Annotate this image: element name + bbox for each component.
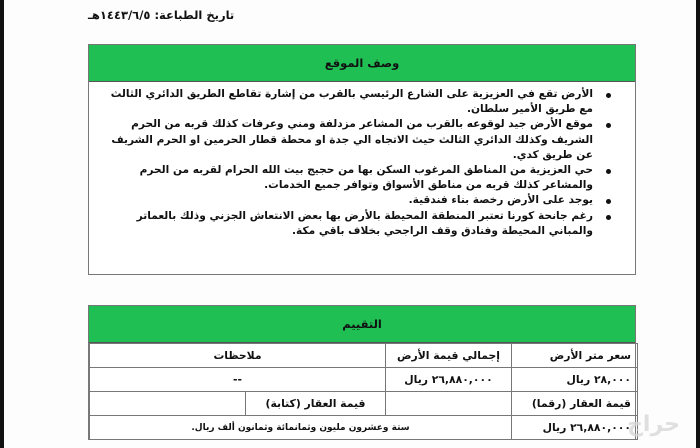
table-row [90, 368, 638, 392]
site-description-list [89, 82, 635, 239]
bullet-icon [606, 123, 611, 128]
bullet-icon [606, 215, 611, 220]
list-item-text: رغم جانحة كورنا تعتبر المنطقة المحيطة بالأرض بها بعض الانتعاش الجزني وذلك بالعماتر والمباني المحيطة وفنادق وقف الراجحي بخلاف باقي مكة. [136, 209, 593, 237]
property-value-written-label: قيمة العقار (كتابة) [246, 392, 386, 416]
evaluation-section [88, 305, 636, 440]
header-price-per-meter: سعر متر الأرض [512, 344, 638, 368]
watermark-logo: حراج [627, 412, 680, 437]
bullet-icon [606, 169, 611, 174]
right-edge [696, 0, 700, 448]
site-description-header [89, 45, 635, 82]
list-item [99, 163, 613, 193]
bullet-icon [606, 199, 611, 204]
list-item [99, 87, 613, 117]
header-notes: ملاحظات [90, 344, 386, 368]
print-date-value: ١٤٤٣/٦/٥هـ [88, 8, 151, 22]
evaluation-table [89, 343, 638, 440]
site-description-title: وصف الموقع [324, 56, 400, 70]
list-item-text: موقع الأرض جيد لوقوعه بالقرب من المشاعر مزدلفة ومني وعرفات كذلك قربه من الحرم الشريف وكذلك الدائري الثالث حيث الاتجاه الي جدة او محطة قطار الحرمين او الحرم الشريف عن طريق كدي. [111, 118, 593, 161]
value-total-land-value: ٢٦,٨٨٠,٠٠٠ ريال [386, 368, 512, 392]
list-item-text: حي العزيزية من المناطق المرغوب السكن بها من حجيج بيت الله الحرام لقربه من الحرم والمشاعر كذلك قربه من مناطق الأسواق وتوافر جميع الخدمات. [139, 164, 593, 192]
print-date-label: تاريخ الطباعة: [154, 8, 235, 22]
site-description-section [88, 44, 636, 275]
list-item-text: الأرض تقع في العزيزية على الشارع الرئيسي بالقرب من إشارة تقاطع الطريق الدائري الثالث مع طريق الأمير سلطان. [110, 88, 593, 116]
table-row [90, 344, 638, 368]
list-item [99, 209, 613, 239]
evaluation-title: التقييم [342, 317, 382, 331]
list-item [99, 117, 613, 163]
list-item-text: يوجد على الأرض رخصة بناء فندقية. [408, 194, 593, 207]
empty-cell [90, 392, 246, 416]
property-value-numeric-label: قيمة العقار (رقما) [512, 392, 638, 416]
property-value-numeric: ٢٦,٨٨٠,٠٠٠ ريال [512, 416, 638, 440]
value-price-per-meter: ٢٨,٠٠٠ ريال [512, 368, 638, 392]
table-row [90, 416, 638, 440]
value-notes: -- [90, 368, 386, 392]
bullet-icon [606, 93, 611, 98]
list-item [99, 193, 613, 208]
empty-cell [386, 392, 512, 416]
property-value-written: ستة وعشرون مليون وثمانمائة وثمانون ألف ريال. [90, 416, 512, 440]
left-edge [0, 0, 4, 448]
print-date [88, 8, 288, 22]
table-row [90, 392, 638, 416]
header-total-land-value: إجمالي قيمة الأرض [386, 344, 512, 368]
evaluation-header [89, 306, 635, 343]
